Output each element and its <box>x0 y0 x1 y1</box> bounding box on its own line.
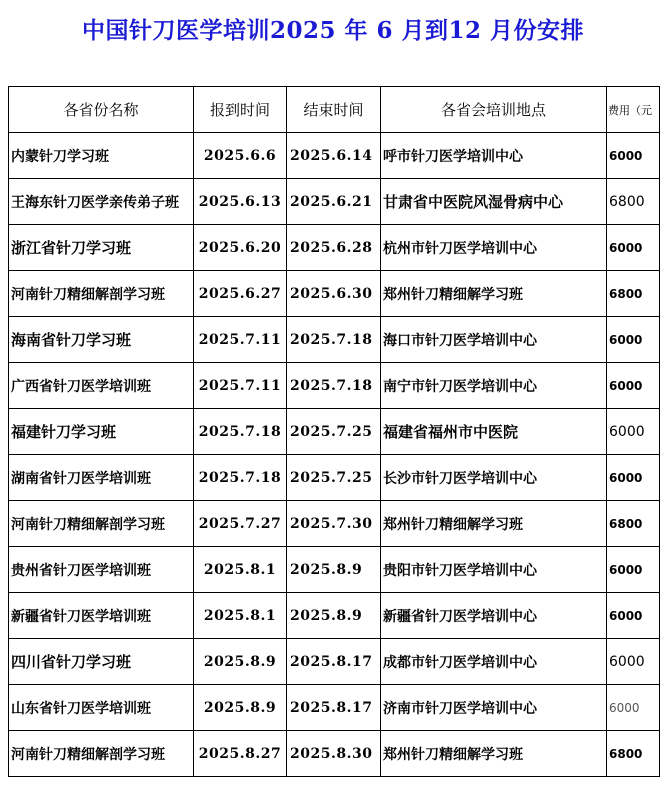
row-start: 2025.6.13 <box>194 179 287 225</box>
table-row <box>9 593 660 639</box>
table-row <box>9 133 660 179</box>
page-title: 中国针刀医学培训2025 年 6 月到12 月份安排 <box>81 17 585 44</box>
header-name: 各省份名称 <box>9 87 194 133</box>
table-row <box>9 363 660 409</box>
table-row <box>9 731 660 777</box>
row-fee: 6000 <box>607 639 660 685</box>
row-name: 河南针刀精细解剖学习班 <box>9 271 194 317</box>
row-name: 广西省针刀医学培训班 <box>9 363 194 409</box>
row-place: 成都市针刀医学培训中心 <box>381 639 607 685</box>
table-row <box>9 409 660 455</box>
row-end: 2025.6.21 <box>287 179 381 225</box>
row-end: 2025.6.28 <box>287 225 381 271</box>
row-name: 王海东针刀医学亲传弟子班 <box>9 179 194 225</box>
row-place: 贵阳市针刀医学培训中心 <box>381 547 607 593</box>
row-fee: 6000 <box>607 593 660 639</box>
row-start: 2025.6.6 <box>194 133 287 179</box>
row-name: 四川省针刀学习班 <box>9 639 194 685</box>
row-place: 新疆省针刀医学培训中心 <box>381 593 607 639</box>
header-start: 报到时间 <box>194 87 287 133</box>
row-fee: 6000 <box>607 685 660 731</box>
header-place: 各省会培训地点 <box>381 87 607 133</box>
row-start: 2025.7.18 <box>194 455 287 501</box>
row-place: 郑州针刀精细解学习班 <box>381 271 607 317</box>
row-end: 2025.7.30 <box>287 501 381 547</box>
row-fee: 6800 <box>607 271 660 317</box>
row-end: 2025.6.14 <box>287 133 381 179</box>
table-row <box>9 639 660 685</box>
row-place: 南宁市针刀医学培训中心 <box>381 363 607 409</box>
row-start: 2025.8.1 <box>194 547 287 593</box>
row-start: 2025.8.9 <box>194 639 287 685</box>
row-fee: 6000 <box>607 363 660 409</box>
row-start: 2025.6.27 <box>194 271 287 317</box>
row-place: 杭州市针刀医学培训中心 <box>381 225 607 271</box>
row-fee: 6000 <box>607 317 660 363</box>
row-end: 2025.8.9 <box>287 593 381 639</box>
row-start: 2025.7.11 <box>194 317 287 363</box>
table-row <box>9 271 660 317</box>
row-end: 2025.6.30 <box>287 271 381 317</box>
row-fee: 6000 <box>607 133 660 179</box>
row-name: 内蒙针刀学习班 <box>9 133 194 179</box>
row-name: 福建针刀学习班 <box>9 409 194 455</box>
row-name: 浙江省针刀学习班 <box>9 225 194 271</box>
row-name: 湖南省针刀医学培训班 <box>9 455 194 501</box>
row-name: 山东省针刀医学培训班 <box>9 685 194 731</box>
table-row <box>9 501 660 547</box>
row-fee: 6800 <box>607 179 660 225</box>
row-place: 海口市针刀医学培训中心 <box>381 317 607 363</box>
table-row <box>9 179 660 225</box>
row-end: 2025.7.25 <box>287 455 381 501</box>
table-row <box>9 547 660 593</box>
row-end: 2025.7.18 <box>287 363 381 409</box>
row-start: 2025.7.27 <box>194 501 287 547</box>
row-place: 郑州针刀精细解学习班 <box>381 501 607 547</box>
row-fee: 6000 <box>607 409 660 455</box>
row-place: 甘肃省中医院风湿骨病中心 <box>381 179 607 225</box>
row-name: 河南针刀精细解剖学习班 <box>9 731 194 777</box>
row-place: 郑州针刀精细解学习班 <box>381 731 607 777</box>
row-end: 2025.8.17 <box>287 639 381 685</box>
row-start: 2025.7.18 <box>194 409 287 455</box>
row-start: 2025.6.20 <box>194 225 287 271</box>
row-fee: 6800 <box>607 501 660 547</box>
schedule-table <box>8 86 660 777</box>
row-end: 2025.7.18 <box>287 317 381 363</box>
table-row <box>9 225 660 271</box>
header-end: 结束时间 <box>287 87 381 133</box>
row-end: 2025.8.17 <box>287 685 381 731</box>
table-row <box>9 455 660 501</box>
row-name: 新疆省针刀医学培训班 <box>9 593 194 639</box>
row-fee: 6000 <box>607 225 660 271</box>
row-name: 海南省针刀学习班 <box>9 317 194 363</box>
table-row <box>9 317 660 363</box>
row-end: 2025.8.9 <box>287 547 381 593</box>
row-start: 2025.7.11 <box>194 363 287 409</box>
header-fee: 费用（元 <box>607 87 660 133</box>
row-name: 河南针刀精细解剖学习班 <box>9 501 194 547</box>
row-start: 2025.8.9 <box>194 685 287 731</box>
table-row <box>9 685 660 731</box>
row-start: 2025.8.1 <box>194 593 287 639</box>
row-place: 长沙市针刀医学培训中心 <box>381 455 607 501</box>
row-fee: 6000 <box>607 547 660 593</box>
row-fee: 6000 <box>607 455 660 501</box>
row-place: 济南市针刀医学培训中心 <box>381 685 607 731</box>
row-place: 福建省福州市中医院 <box>381 409 607 455</box>
row-start: 2025.8.27 <box>194 731 287 777</box>
row-end: 2025.7.25 <box>287 409 381 455</box>
row-place: 呼市针刀医学培训中心 <box>381 133 607 179</box>
header-row <box>9 87 660 133</box>
row-end: 2025.8.30 <box>287 731 381 777</box>
row-name: 贵州省针刀医学培训班 <box>9 547 194 593</box>
row-fee: 6800 <box>607 731 660 777</box>
